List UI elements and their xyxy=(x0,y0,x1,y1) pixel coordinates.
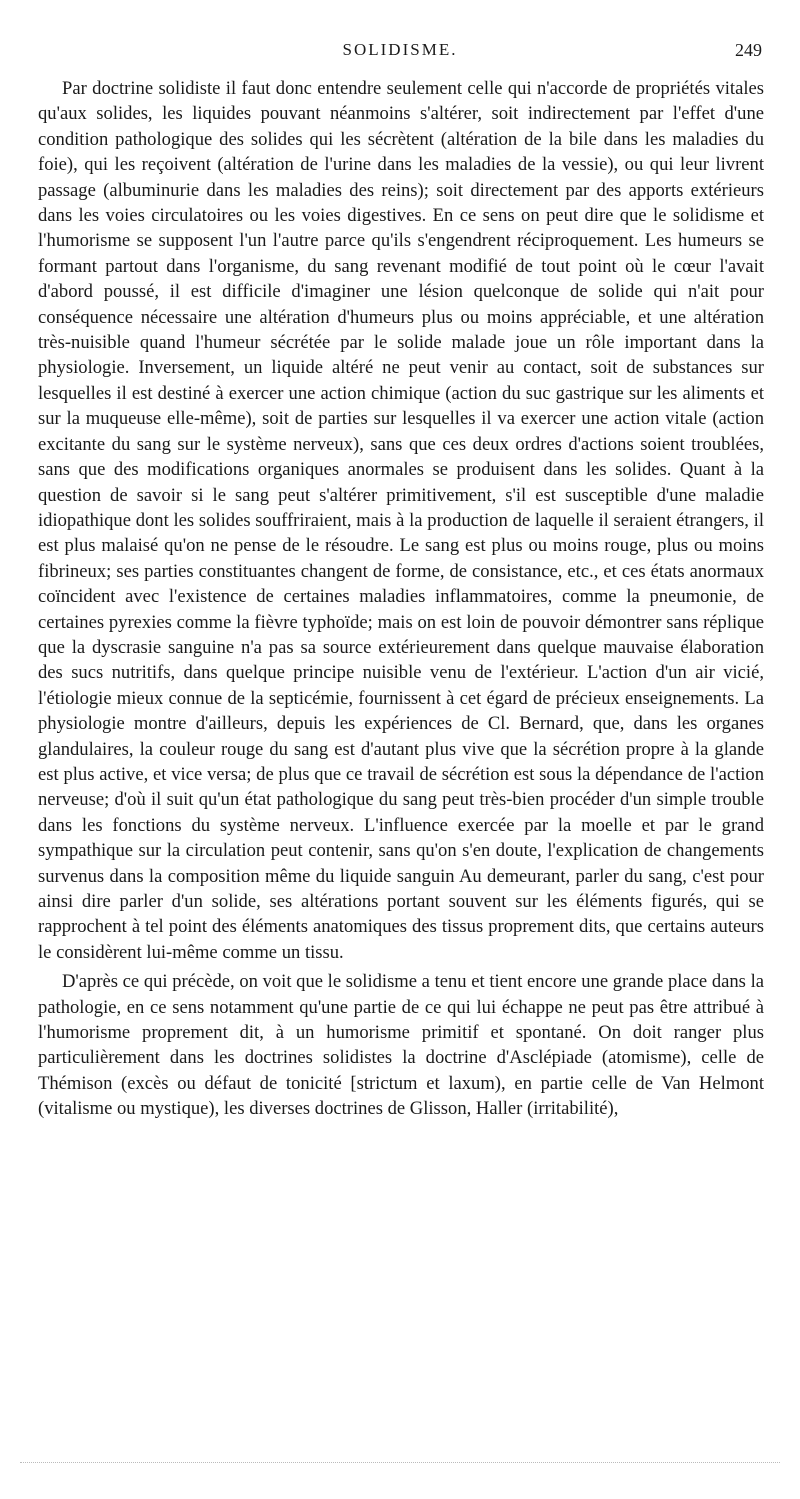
page-number: 249 xyxy=(735,40,762,60)
paragraph-1: Par doctrine solidiste il faut donc entendre seulement celle qui n'accorde de propriétés vitales qu'aux solides, les liquides pouvant néanmoins s'altérer, soit indirectement par l'effet d'une condition pathologique des solides qui les sécrètent (altération de la bile dans les maladies du foie), qui les reçoivent (altération de l'urine dans les maladies de la vessie), ou qui leur livrent passage (albuminurie dans les maladies des reins); soit directement par des apports extérieurs dans les voies circulatoires ou les voies digestives. En ce sens on peut dire que le solidisme et l'humorisme se supposent l'un l'autre parce qu'ils s'engendrent réciproquement. Les humeurs se formant partout dans l'organisme, du sang revenant modifié de tout point où le cœur l'avait d'abord poussé, il est difficile d'imaginer une lésion quelconque de solide qui n'ait pour conséquence nécessaire une altération d'humeurs plus ou moins appréciable, et une altération très-nuisible quand l'humeur sécrétée par le solide malade joue un rôle important dans la physiologie. Inversement, un liquide altéré ne peut venir au contact, soit de substances sur lesquelles il est destiné à exercer une action chimique (action du suc gastrique sur les aliments et sur la muqueuse elle-même), soit de parties sur lesquelles il va exercer une action vitale (action excitante du sang sur le système nerveux), sans que ces deux ordres d'actions soient troublées, sans que des modifications organiques anormales se produisent dans les solides. Quant à la question de savoir si le sang peut s'altérer primitivement, s'il est susceptible d'une maladie idiopathique dont les solides souffriraient, mais à la production de laquelle il seraient étrangers, il est plus malaisé qu'on ne pense de le résoudre. Le sang est plus ou moins rouge, plus ou moins fibrineux; ses parties constituantes changent de forme, de consistance, etc., et ces états anormaux coïncident avec l'existence de certaines maladies inflammatoires, comme la pneumonie, de certaines pyrexies comme la fièvre typhoïde; mais on est loin de pouvoir démontrer sans réplique que la dyscrasie sanguine n'a pas sa source extérieurement dans quelque mauvaise élaboration des sucs nutritifs, dans quelque principe nuisible venu de l'extérieur. L'action d'un air vicié, l'étiologie mieux connue de la septicémie, fournissent à cet égard de précieux enseignements. La physiologie montre d'ailleurs, depuis les expériences de Cl. Bernard, que, dans les organes glandulaires, la couleur rouge du sang est d'autant plus vive que la sécrétion propre à la glande est plus active, et vice versa; de plus que ce travail de sécrétion est sous la dépendance de l'action nerveuse; d'où il suit qu'un état pathologique du sang peut très-bien procéder d'un simple trouble dans les fonctions du système nerveux. L'influence exercée par la moelle et par le grand sympathique sur la circulation peut contenir, sans qu'on s'en doute, l'explication de changements survenus dans la composition même du liquide sanguin Au demeurant, parler du sang, c'est pour ainsi dire parler d'un solide, ses altérations portant souvent sur les éléments figurés, qui se rapprochent à tel point des éléments anatomiques des tissus proprement dits, que certains auteurs le considèrent lui-même comme un tissu. xyxy=(38,78,764,963)
paragraph-2: D'après ce qui précède, on voit que le solidisme a tenu et tient encore une grande place dans la pathologie, en ce sens notamment qu'une partie de ce qui lui échappe ne peut pas être attribué à l'humorisme proprement dit, à un humorisme primitif et spontané. On doit ranger plus particulièrement dans les doctrines solidistes la doctrine d'Asclépiade (atomisme), celle de Thémison (excès ou défaut de tonicité [strictum et laxum), en partie celle de Van Helmont (vitalisme ou mystique), les diverses doctrines de Glisson, Haller (irritabilité), xyxy=(38,971,764,1120)
running-title: SOLIDISME. xyxy=(342,40,458,59)
page-bottom-edge xyxy=(20,1462,780,1465)
body-text xyxy=(38,76,764,1122)
page-header xyxy=(0,40,800,70)
